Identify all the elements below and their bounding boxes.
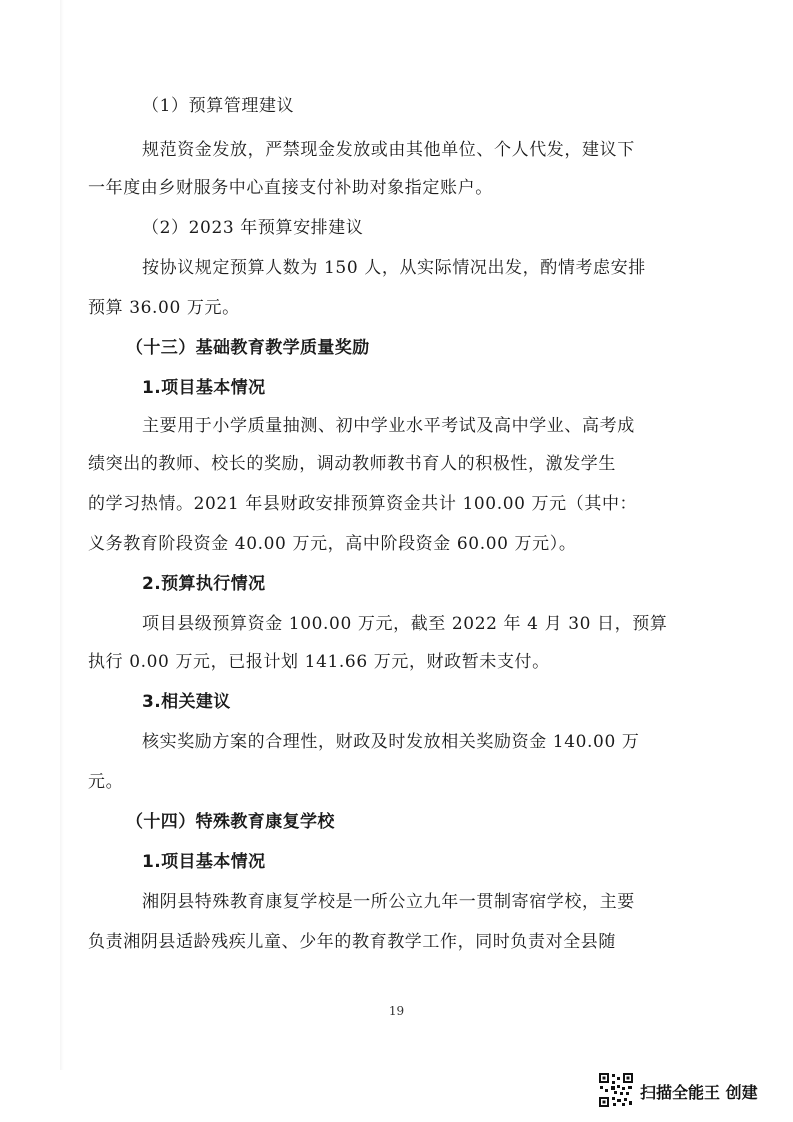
item-heading-basic-info: 1.项目基本情况 bbox=[142, 852, 266, 872]
subheading-2023-budget: （2）2023 年预算安排建议 bbox=[142, 218, 364, 238]
item-heading-suggestions: 3.相关建议 bbox=[142, 692, 231, 712]
qr-code-icon bbox=[598, 1072, 634, 1108]
paragraph-line: 主要用于小学质量抽测、初中学业水平考试及高中学业、高考成 bbox=[142, 416, 635, 436]
item-heading-budget-execution: 2.预算执行情况 bbox=[142, 574, 266, 594]
scanner-brand-text: 扫描全能王 创建 bbox=[640, 1083, 758, 1102]
paragraph-line: 元。 bbox=[88, 772, 124, 792]
paragraph-line: 预算 36.00 万元。 bbox=[88, 298, 240, 318]
paragraph-line: 规范资金发放，严禁现金发放或由其他单位、个人代发，建议下 bbox=[142, 140, 635, 160]
paragraph-line: 义务教育阶段资金 40.00 万元，高中阶段资金 60.00 万元）。 bbox=[88, 534, 577, 554]
scan-edge-shadow bbox=[60, 0, 64, 1070]
paragraph-line: 一年度由乡财服务中心直接支付补助对象指定账户。 bbox=[88, 178, 493, 198]
scanner-watermark bbox=[598, 1072, 788, 1112]
section-heading-13: （十三）基础教育教学质量奖励 bbox=[126, 338, 370, 358]
paragraph-line: 负责湘阴县适龄残疾儿童、少年的教育教学工作，同时负责对全县随 bbox=[88, 932, 616, 952]
paragraph-line: 湘阴县特殊教育康复学校是一所公立九年一贯制寄宿学校，主要 bbox=[142, 892, 635, 912]
paragraph-line: 项目县级预算资金 100.00 万元，截至 2022 年 4 月 30 日，预算 bbox=[142, 614, 668, 634]
subheading-budget-management: （1）预算管理建议 bbox=[142, 96, 295, 116]
section-heading-14: （十四）特殊教育康复学校 bbox=[126, 812, 335, 832]
paragraph-line: 执行 0.00 万元，已报计划 141.66 万元，财政暂未支付。 bbox=[88, 652, 550, 672]
paragraph-line: 按协议规定预算人数为 150 人，从实际情况出发，酌情考虑安排 bbox=[142, 258, 646, 278]
paragraph-line: 核实奖励方案的合理性，财政及时发放相关奖励资金 140.00 万 bbox=[142, 732, 640, 752]
item-heading-basic-info: 1.项目基本情况 bbox=[142, 378, 266, 398]
page-number: 19 bbox=[388, 1004, 405, 1018]
paragraph-line: 的学习热情。2021 年县财政安排预算资金共计 100.00 万元（其中： bbox=[88, 494, 638, 514]
paragraph-line: 绩突出的教师、校长的奖励，调动教师教书育人的积极性，激发学生 bbox=[88, 454, 616, 474]
